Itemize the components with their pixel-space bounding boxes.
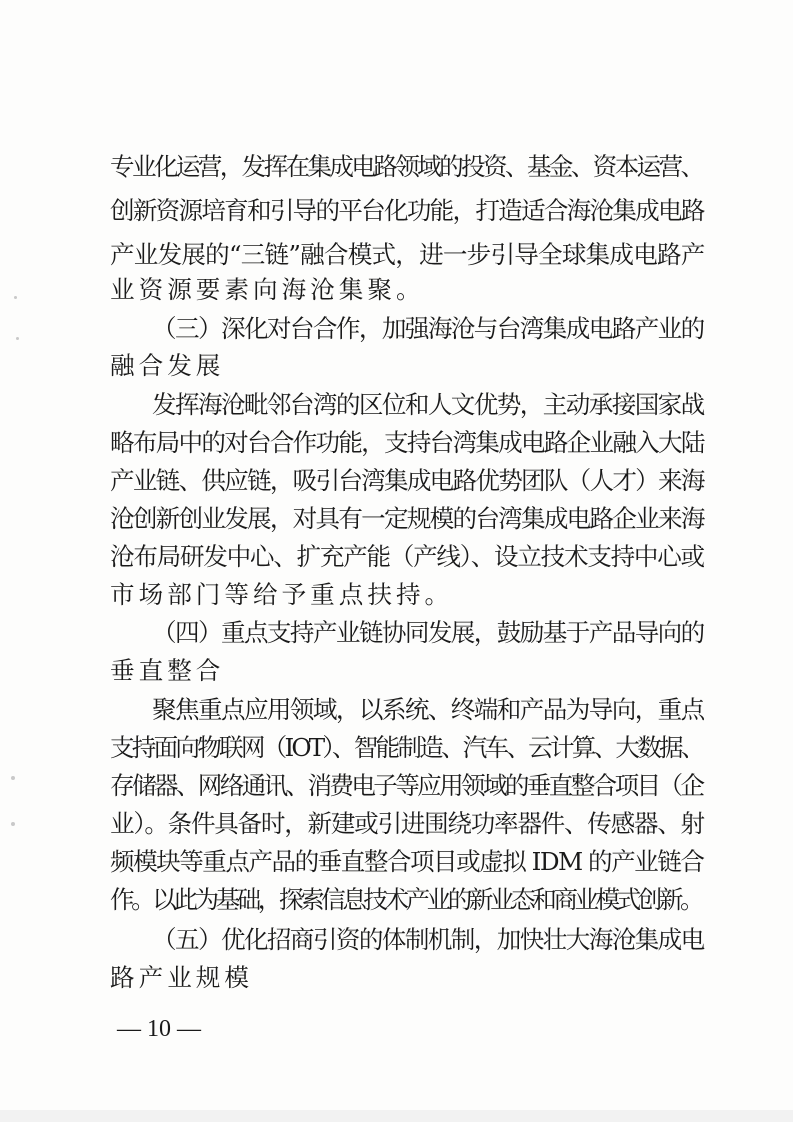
body-line: 业）。条件具备时，新建或引进围绕功率器件、传感器、射 <box>110 809 704 838</box>
page-number: — 10 — <box>117 1016 201 1042</box>
section-heading: （四）重点支持产业链协同发展，鼓励基于产品导向的 <box>152 618 704 647</box>
body-line: 存储器、网络通讯、消费电子等应用领域的垂直整合项目（企 <box>110 771 703 800</box>
body-line: 发挥海沧毗邻台湾的区位和人文优势，主动承接国家战 <box>152 390 704 419</box>
section-heading-continued: 融合发展 <box>110 351 225 380</box>
body-line: 专业化运营，发挥在集成电路领域的投资、基金、资本运营、 <box>110 152 703 181</box>
section-heading: （三）深化对台合作，加强海沧与台湾集成电路产业的 <box>152 314 704 343</box>
scan-speck <box>16 337 19 340</box>
body-line: 频模块等重点产品的垂直整合项目或虚拟 IDM 的产业链合 <box>110 847 704 876</box>
body-line: 创新资源培育和引导的平台化功能，打造适合海沧集成电路 <box>110 196 704 225</box>
section-heading-continued: 垂直整合 <box>110 656 225 685</box>
body-line: 产业链、供应链，吸引台湾集成电路优势团队（人才）来海 <box>110 466 704 495</box>
section-heading: （五）优化招商引资的体制机制，加快壮大海沧集成电 <box>152 925 704 954</box>
body-line: 产业发展的“三链”融合模式，进一步引导全球集成电路产 <box>110 240 705 269</box>
scan-speck <box>11 822 15 826</box>
body-line: 略布局中的对台合作功能，支持台湾集成电路企业融入大陆 <box>110 428 704 457</box>
scan-speck <box>14 296 17 299</box>
body-line: 市场部门等给予重点扶持。 <box>110 580 454 609</box>
body-line: 支持面向物联网（IOT）、智能制造、汽车、云计算、大数据、 <box>110 733 703 762</box>
body-line: 聚焦重点应用领域，以系统、终端和产品为导向，重点 <box>152 695 704 724</box>
section-heading-continued: 路产业规模 <box>110 963 253 992</box>
body-line: 作。以此为基础，探索信息技术产业的新业态和商业模式创新。 <box>110 885 702 914</box>
scan-edge <box>0 1110 793 1122</box>
body-line: 沧创新创业发展，对具有一定规模的台湾集成电路企业来海 <box>110 504 704 533</box>
body-line: 业资源要素向海沧集聚。 <box>110 275 425 304</box>
scan-speck <box>11 776 15 780</box>
body-line: 沧布局研发中心、扩充产能（产线）、设立技术支持中心或 <box>110 542 704 571</box>
